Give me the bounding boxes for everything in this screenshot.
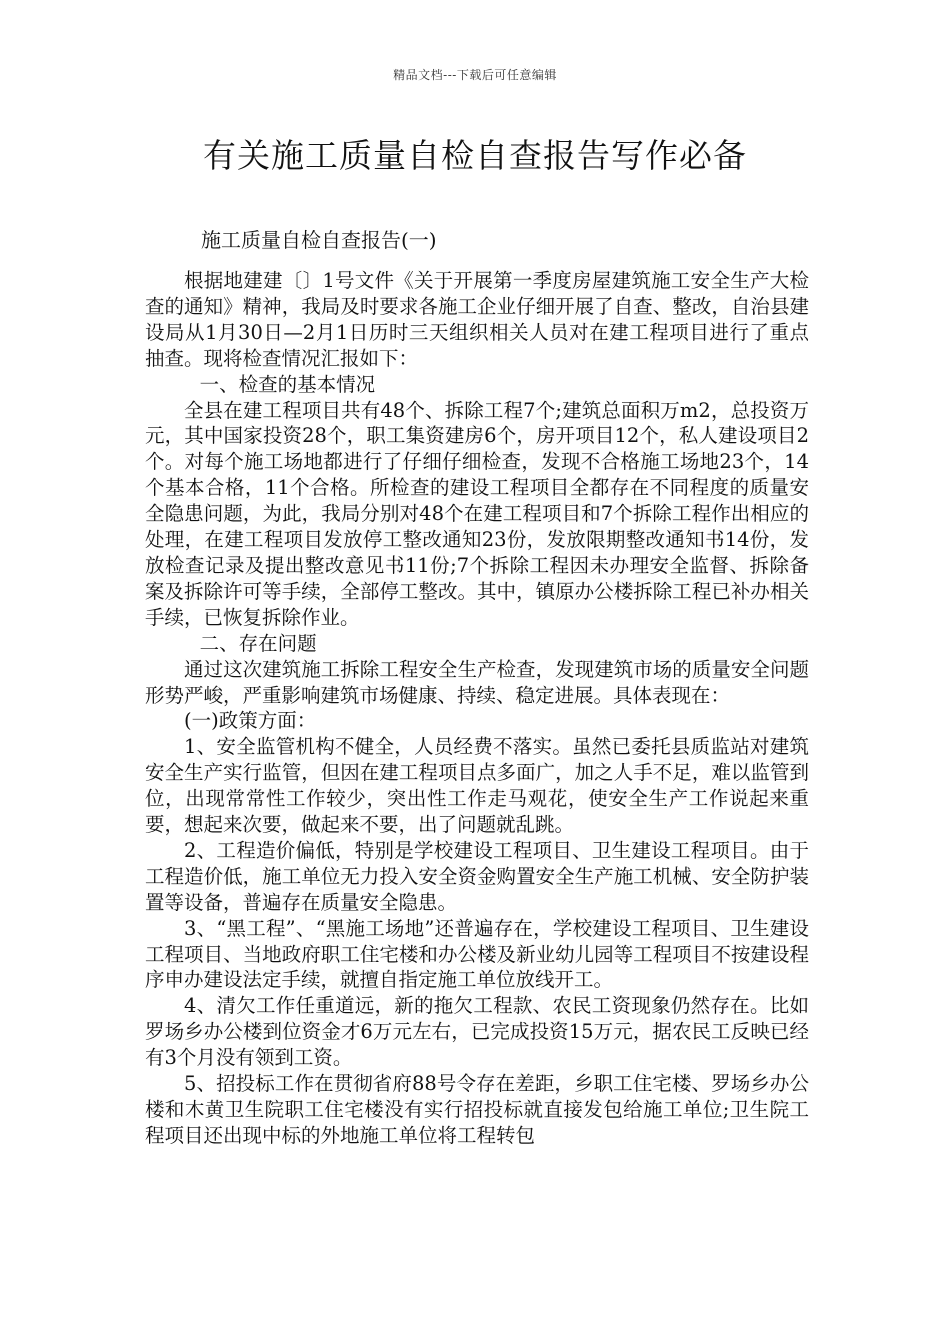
- list-item-5: 5、招投标工作在贯彻省府88号令存在差距，乡职工住宅楼、罗场乡办公楼和木黄卫生院职工住宅楼没有实行招投标就直接发包给施工单位;卫生院工程项目还出现中标的外地施工单位将工程转包: [145, 1072, 809, 1147]
- list-item-3: 3、“黑工程”、“黑施工场地”还普遍存在，学校建设工程项目、卫生建设工程项目、当地政府职工住宅楼和办公楼及新业幼儿园等工程项目不按建设程序申办建设法定手续，就擅自指定施工单位放线开工。: [145, 916, 809, 992]
- document-body: [145, 268, 809, 1149]
- paragraph-problems-intro: 通过这次建筑施工拆除工程安全生产检查，发现建筑市场的质量安全问题形势严峻，严重影响建筑市场健康、持续、稳定进展。具体表现在：: [145, 657, 809, 707]
- paragraph-intro: 根据地建建〔〕1号文件《关于开展第一季度房屋建筑施工安全生产大检查的通知》精神，我局及时要求各施工企业仔细开展了自查、整改，自治县建设局从1月30日—2月1日历时三天组织相关人员对在建工程项目进行了重点抽查。现将检查情况汇报如下：: [145, 269, 809, 370]
- section-heading-problems: 二、存在问题: [199, 631, 317, 655]
- list-item-2: 2、工程造价偏低，特别是学校建设工程项目、卫生建设工程项目。由于工程造价低，施工单位无力投入安全资金购置安全生产施工机械、安全防护装置等设备，普遍存在质量安全隐患。: [145, 838, 809, 914]
- list-item-1: 1、安全监管机构不健全，人员经费不落实。虽然已委托县质监站对建筑安全生产实行监管，但因在建工程项目点多面广，加之人手不足，难以监管到位，出现常常性工作较少，突出性工作走马观花，使安全生产工作说起来重要，想起来次要，做起来不要，出了问题就乱跳。: [145, 735, 809, 837]
- document-subtitle: 施工质量自检自查报告(一): [201, 228, 437, 252]
- paragraph-basic-situation: 全县在建工程项目共有48个、拆除工程7个;建筑总面积万m2，总投资万元，其中国家投资28个，职工集资建房6个，房开项目12个，私人建设项目2个。对每个施工场地都进行了仔细仔细检查，发现不合格施工场地23个，14个基本合格，11个合格。所检查的建设工程项目全都存在不同程度的质量安全隐患问题，为此，我局分别对48个在建工程项目和7个拆除工程作出相应的处理，在建工程项目发放停工整改通知23份，发放限期整改通知书14份，发放检查记录及提出整改意见书11份;7个拆除工程因未办理安全监督、拆除备案及拆除许可等手续，全部停工整改。其中，镇原办公楼拆除工程已补办相关手续，已恢复拆除作业。: [145, 398, 809, 629]
- header-note: 精品文档---下载后可任意编辑: [393, 68, 557, 82]
- subsection-heading-policy: (一)政策方面：: [184, 709, 317, 733]
- section-heading-basic-situation: 一、检查的基本情况: [199, 372, 376, 396]
- list-item-4: 4、清欠工作任重道远，新的拖欠工程款、农民工资现象仍然存在。比如罗场乡办公楼到位资金才6万元左右，已完成投资15万元，据农民工反映已经有3个月没有领到工资。: [145, 994, 809, 1070]
- document-title: 有关施工质量自检自查报告写作必备: [203, 136, 747, 175]
